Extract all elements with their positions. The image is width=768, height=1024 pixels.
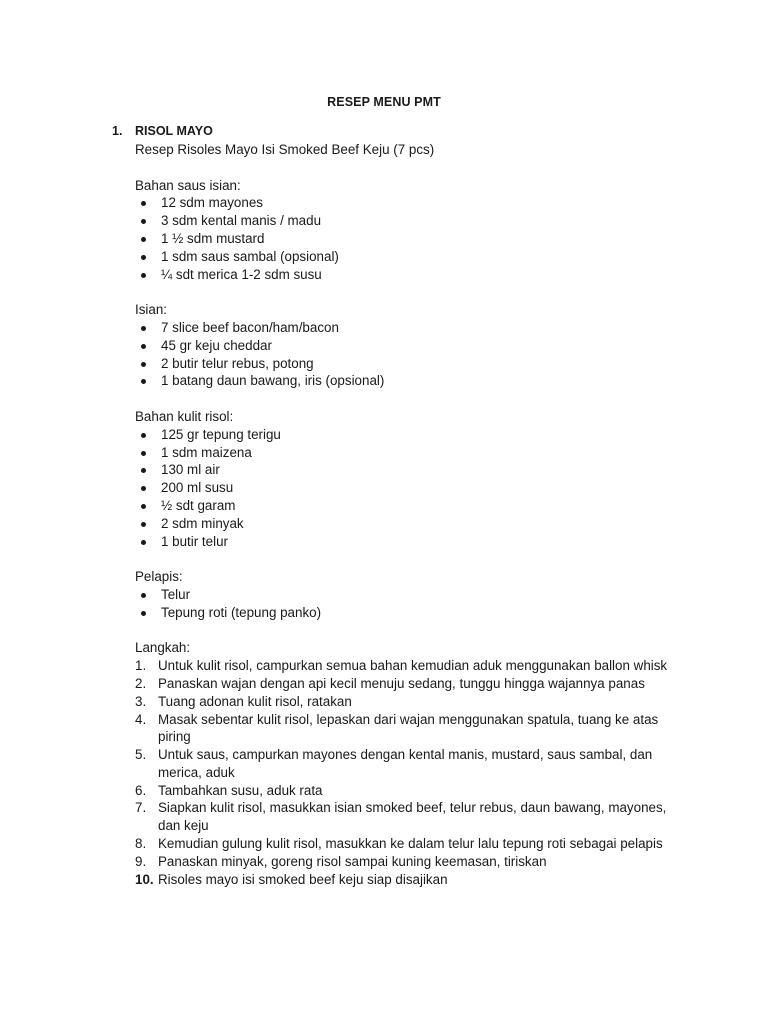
bullet-icon [141, 326, 146, 331]
step-item [135, 675, 695, 693]
list-item: 2 sdm minyak [135, 515, 695, 533]
section-name: RISOL MAYO [135, 124, 213, 138]
spacer [135, 283, 695, 301]
step-item [135, 746, 695, 782]
step-item [135, 657, 695, 675]
list-item: 2 butir telur rebus, potong [135, 355, 695, 373]
list-item: 130 ml air [135, 461, 695, 479]
pelapis-list [135, 586, 695, 622]
step-item [135, 871, 695, 889]
bullet-icon [141, 522, 146, 527]
saus-list [135, 194, 695, 283]
section-heading [112, 124, 213, 138]
step-item [135, 853, 695, 871]
step-text: Masak sebentar kulit risol, lepaskan dari wajan menggunakan spatula, tuang ke atas piring [158, 711, 659, 745]
list-item: 7 slice beef bacon/ham/bacon [135, 319, 695, 337]
step-text: Untuk saus, campurkan mayones dengan kental manis, mustard, saus sambal, dan merica, aduk [158, 747, 653, 780]
bullet-icon [141, 593, 146, 598]
step-text: Panaskan wajan dengan api kecil menuju sedang, tunggu hingga wajannya panas [158, 675, 645, 691]
spacer [135, 390, 695, 408]
list-item: ¼ sdt merica 1-2 sdm susu [135, 266, 695, 284]
isian-list [135, 319, 695, 390]
bullet-icon [141, 504, 146, 509]
bullet-icon [141, 344, 146, 349]
document-title: RESEP MENU PMT [327, 95, 441, 109]
step-text: Tuang adonan kulit risol, ratakan [158, 693, 352, 709]
list-item: 200 ml susu [135, 479, 695, 497]
list-item: 1 sdm maizena [135, 444, 695, 462]
bullet-icon [141, 362, 146, 367]
list-item: ½ sdt garam [135, 497, 695, 515]
step-number: 4. [135, 711, 147, 727]
list-item: 1 sdm saus sambal (opsional) [135, 248, 695, 266]
recipe-content [135, 141, 695, 888]
step-number: 3. [135, 693, 147, 709]
list-item: Telur [135, 586, 695, 604]
step-text: Risoles mayo isi smoked beef keju siap disajikan [158, 871, 448, 887]
list-item: Tepung roti (tepung panko) [135, 604, 695, 622]
step-number: 1. [135, 658, 147, 674]
step-item [135, 782, 695, 800]
step-item [135, 835, 695, 853]
list-item: 1 ½ sdm mustard [135, 230, 695, 248]
bullet-icon [141, 540, 146, 545]
list-item: 1 butir telur [135, 533, 695, 551]
step-item [135, 693, 695, 711]
spacer [135, 159, 695, 177]
step-item [135, 711, 695, 747]
bullet-icon [141, 486, 146, 491]
kulit-heading: Bahan kulit risol: [135, 408, 234, 424]
step-text: Tambahkan susu, aduk rata [158, 782, 323, 798]
isian-heading: Isian: [135, 302, 168, 318]
list-item: 45 gr keju cheddar [135, 337, 695, 355]
bullet-icon [141, 468, 146, 473]
step-item [135, 799, 695, 835]
step-number: 9. [135, 853, 147, 869]
step-text: Untuk kulit risol, campurkan semua bahan kemudian aduk menggunakan ballon whisk [158, 658, 668, 674]
saus-heading: Bahan saus isian: [135, 177, 241, 193]
bullet-icon [141, 273, 146, 278]
step-text: Panaskan minyak, goreng risol sampai kuning keemasan, tiriskan [158, 853, 547, 869]
bullet-icon [141, 611, 146, 616]
recipe-subtitle: Resep Risoles Mayo Isi Smoked Beef Keju (7 pcs) [135, 142, 435, 157]
list-item: 3 sdm kental manis / madu [135, 212, 695, 230]
bullet-icon [141, 237, 146, 242]
section-number: 1. [112, 124, 123, 138]
pelapis-heading: Pelapis: [135, 569, 183, 585]
list-item: 125 gr tepung terigu [135, 426, 695, 444]
langkah-list [135, 657, 695, 888]
spacer [135, 622, 695, 640]
bullet-icon [141, 255, 146, 260]
bullet-icon [141, 219, 146, 224]
step-number: 7. [135, 800, 147, 816]
list-item: 1 batang daun bawang, iris (opsional) [135, 372, 695, 390]
step-text: Kemudian gulung kulit risol, masukkan ke dalam telur lalu tepung roti sebagai pelapis [158, 836, 663, 852]
spacer [135, 550, 695, 568]
step-number: 8. [135, 836, 147, 852]
bullet-icon [141, 451, 146, 456]
step-number: 10. [135, 871, 154, 887]
langkah-heading: Langkah: [135, 640, 191, 656]
bullet-icon [141, 433, 146, 438]
list-item: 12 sdm mayones [135, 194, 695, 212]
step-number: 2. [135, 675, 147, 691]
step-number: 5. [135, 747, 147, 763]
bullet-icon [141, 201, 146, 206]
step-number: 6. [135, 782, 147, 798]
kulit-list [135, 426, 695, 551]
step-text: Siapkan kulit risol, masukkan isian smoked beef, telur rebus, daun bawang, mayones, dan keju [158, 800, 667, 834]
bullet-icon [141, 379, 146, 384]
